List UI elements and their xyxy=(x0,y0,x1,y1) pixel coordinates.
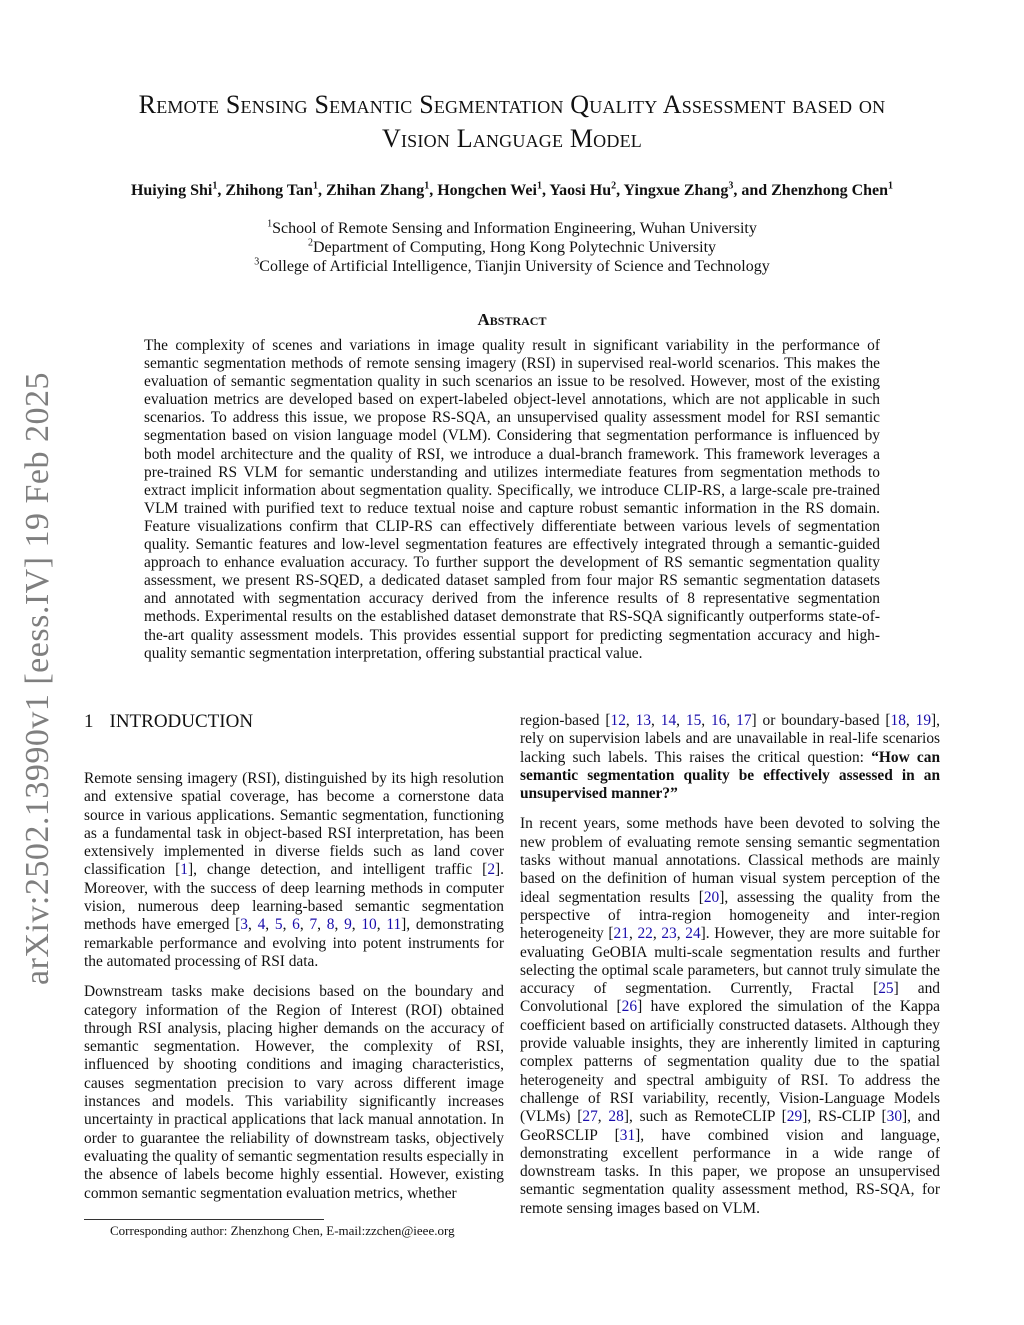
citation-link[interactable]: 17 xyxy=(736,712,752,729)
citation-link[interactable]: 7 xyxy=(309,916,318,934)
affiliation-line xyxy=(86,257,938,276)
citation-link[interactable]: 19 xyxy=(915,712,932,729)
citation-link[interactable]: 20 xyxy=(703,888,720,906)
paragraph: Remote sensing imagery (RSI), distinguished by its high resolution and extensive spatial coverage, has become a cornerstone data source in various applications. Semantic segmentation, functioning as a fundamental task in object-based RSI interpretation, has been extensively implemented in diverse fields such as land cover classification [1], change detection, and intelligent traffic [2]. Moreover, with the success of deep learning methods in computer vision, numerous deep learning-based semantic segmentation methods have emerged [3, 4, 5, 6, 7, 8, 9, 10, 11], demonstrating remarkable performance and evolving into potent instruments for the automated processing of RSI data. xyxy=(84,770,504,970)
author-name: Yingxue Zhang xyxy=(623,182,729,199)
author-separator: , xyxy=(616,182,624,199)
arxiv-stamp: arXiv:2502.13990v1 [eess.IV] 19 Feb 2025 xyxy=(19,371,56,985)
affiliation-text: School of Remote Sensing and Information Engineering, Wuhan University xyxy=(272,220,757,237)
citation-link[interactable]: 30 xyxy=(886,1108,903,1126)
affiliation-mark: 3 xyxy=(254,256,260,268)
author-name: Zhihan Zhang xyxy=(325,182,425,199)
paper-title xyxy=(86,88,938,156)
citation-link[interactable]: 12 xyxy=(610,712,626,729)
author-name: Huiying Shi xyxy=(130,182,213,199)
citation-link[interactable]: 18 xyxy=(890,712,906,729)
footnote-rule xyxy=(84,1219,324,1220)
citation-link[interactable]: 23 xyxy=(661,925,677,943)
author-affiliation-mark: 1 xyxy=(536,180,542,192)
citation-link[interactable]: 29 xyxy=(786,1108,803,1126)
citation-link[interactable]: 22 xyxy=(637,925,653,943)
citation-link[interactable]: 11 xyxy=(386,916,402,934)
author-separator: , xyxy=(217,182,226,199)
author-affiliation-mark: 1 xyxy=(312,180,318,192)
affiliation-list xyxy=(86,219,938,276)
citation-link[interactable]: 6 xyxy=(292,916,300,934)
paragraph: Downstream tasks make decisions based on the boundary and category information of the Region of Interest (ROI) obtained through RSI analysis, placing higher demands on the accuracy of semantic segmentation. However, the complexity of RSI, influenced by shooting conditions and imaging characteristics, causes segmentation precision to vary across different image instances and models. This variability significantly increases uncertainty in practical applications that lack manual annotation. In order to guarantee the reliability of downstream tasks, objectively evaluating the quality of semantic segmentation results especially in the absence of labels become highly essential. However, existing common semantic segmentation evaluation metrics, whether xyxy=(84,983,504,1202)
abstract-body: The complexity of scenes and variations in image quality result in significant variability in the performance of semantic segmentation methods of remote sensing imagery (RSI) in supervised real-world scenarios. This makes the evaluation of semantic segmentation quality in such scenarios an issue to be resolved. However, most of the existing evaluation metrics are developed based on expert-labeled object-level annotations, which are not applicable in such scenarios. To address this issue, we propose RS-SQA, an unsupervised quality assessment model for RSI semantic segmentation based on vision language model (VLM). Considering that segmentation performance is influenced by both model architecture and the quality of RSI, we introduce a dual-branch framework. This framework leverages a pre-trained RS VLM for semantic understanding and utilizes intermediate features from segmentation methods to extract implicit information about segmentation quality. Specifically, we introduce CLIP-RS, a large-scale pre-trained VLM trained with purified text to reduce textual noise and capture robust semantic information in the RS domain. Feature visualizations confirm that CLIP-RS can effectively differentiate between various levels of segmentation quality. Semantic features and low-level segmentation features are effectively integrated through a semantic-guided approach to enhance evaluation accuracy. To further support the development of RS semantic segmentation quality assessment, we present RS-SQED, a dedicated dataset sampled from four major RS semantic segmentation datasets and annotated with segmentation accuracy derived from the inference results of 8 representative segmentation methods. Experimental results on the established dataset demonstrate that RS-SQA significantly outperforms state-of-the-art quality assessment models. This provides essential support for predicting segmentation accuracy and high-quality semantic segmentation interpretation, offering substantial practical value. xyxy=(144,337,880,662)
citation-link[interactable]: 9 xyxy=(344,916,352,934)
author-separator: , xyxy=(317,182,326,199)
affiliation-line xyxy=(86,238,938,257)
author-name: Zhihong Tan xyxy=(225,182,313,199)
author-name: Zhenzhong Chen xyxy=(771,182,889,199)
title-line-1: Remote Sensing Semantic Segmentation Quality Assessment based on xyxy=(138,90,886,119)
citation-link[interactable]: 25 xyxy=(878,980,894,998)
citation-link[interactable]: 27 xyxy=(582,1108,598,1126)
citation-link[interactable]: 13 xyxy=(635,712,652,729)
citation-link[interactable]: 21 xyxy=(613,925,629,943)
citation-link[interactable]: 26 xyxy=(621,998,638,1016)
citation-link[interactable]: 1 xyxy=(180,861,188,879)
citation-link[interactable]: 5 xyxy=(274,916,283,934)
citation-link[interactable]: 3 xyxy=(240,916,248,934)
affiliation-mark: 1 xyxy=(267,218,273,230)
author-separator: , xyxy=(429,182,438,199)
citation-link[interactable]: 16 xyxy=(711,712,727,729)
citation-link[interactable]: 8 xyxy=(326,916,335,934)
citation-link[interactable]: 31 xyxy=(619,1126,636,1144)
section-number: 1 xyxy=(84,711,94,732)
affiliation-text: College of Artificial Intelligence, Tianjin University of Science and Technology xyxy=(259,258,770,275)
citation-link[interactable]: 2 xyxy=(487,861,496,879)
paragraph: region-based [12, 13, 14, 15, 16, 17] or boundary-based [18, 19], rely on supervision labels and are unavailable in real-life scenarios lacking such labels. This raises the critical question: “How can semantic segmentation quality be effectively assessed in an unsupervised manner?” xyxy=(520,712,941,803)
author-name: Yaosi Hu xyxy=(549,182,612,199)
paragraph: In recent years, some methods have been devoted to solving the new problem of evaluating remote sensing semantic segmentation tasks without manual annotations. Classical methods are mainly based on the definition of human visual system perception of the ideal segmentation results [20], assessing the quality from the perspective of intra-region homogeneity and inter-region heterogeneity [21, 22, 23, 24]. However, they are more suitable for evaluating GeOBIA multi-scale segmentation results and further selecting the optimal scale parameters, but cannot truly simulate the accuracy of segmentation. Currently, Fractal [25] and Convolutional [26] have explored the simulation of the Kappa coefficient based on artificially constructed datasets. Although they provide valuable insights, they are inherently limited in capturing complex patterns of segmentation quality due to the spatial heterogeneity and spectral ambiguity of RSI. To address the challenge of RSI variability, recently, Vision-Language Models (VLMs) [27, 28], such as RemoteCLIP [29], RS-CLIP [30], and GeoRSCLIP [31], have combined vision and language, demonstrating excellent performance in a wide range of downstream tasks. In this paper, we propose an unsupervised semantic segmentation quality assessment method, RS-SQA, for remote sensing images based on VLM. xyxy=(520,815,941,1217)
citation-link[interactable]: 10 xyxy=(361,916,377,934)
abstract-heading: Abstract xyxy=(477,310,547,329)
affiliation-text: Department of Computing, Hong Kong Polytechnic University xyxy=(312,239,717,256)
title-line-2: Vision Language Model xyxy=(382,124,642,153)
citation-link[interactable]: 28 xyxy=(608,1108,624,1126)
citation-link[interactable]: 14 xyxy=(660,712,677,729)
author-separator: , and xyxy=(733,182,772,199)
left-column xyxy=(84,770,504,1215)
affiliation-line xyxy=(86,219,938,238)
citation-link[interactable]: 4 xyxy=(257,916,266,934)
author-list xyxy=(86,182,938,200)
author-name: Hongchen Wei xyxy=(437,182,537,199)
section-title: INTRODUCTION xyxy=(109,711,254,732)
author-affiliation-mark: 3 xyxy=(728,180,734,192)
key-question: “How can semantic segmentation quality be effectively assessed in an unsupervised manner?” xyxy=(520,748,940,803)
section-heading xyxy=(84,711,253,733)
author-affiliation-mark: 2 xyxy=(611,180,617,192)
footnote: Corresponding author: Zhenzhong Chen, E-mail:zzchen@ieee.org xyxy=(110,1223,455,1238)
author-affiliation-mark: 1 xyxy=(212,180,218,192)
author-separator: , xyxy=(541,182,550,199)
affiliation-mark: 2 xyxy=(307,237,313,249)
right-column xyxy=(520,712,940,1230)
citation-link[interactable]: 24 xyxy=(685,925,701,943)
author-affiliation-mark: 1 xyxy=(424,180,430,192)
citation-link[interactable]: 15 xyxy=(685,712,702,729)
author-affiliation-mark: 1 xyxy=(888,180,894,192)
